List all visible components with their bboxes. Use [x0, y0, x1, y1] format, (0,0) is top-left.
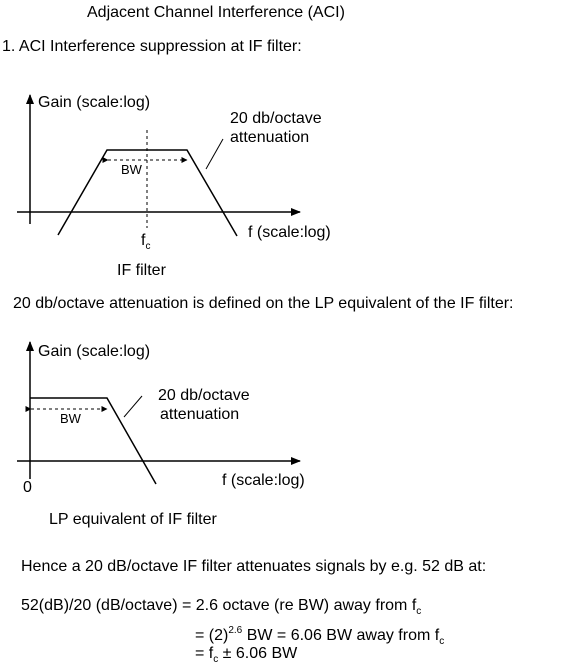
conclusion-line-3: = $f_c \pm 6.06$ BW: [195, 645, 298, 665]
if-attenuation-label-line1: 20 db/octave: [230, 110, 322, 127]
conclusion-intro: Hence a 20 dB/octave IF filter attenuates signals by e.g. 52 dB at:: [21, 558, 487, 575]
lp-origin-label: 0: [23, 479, 32, 496]
if-attenuation-label-line2: attenuation: [230, 129, 310, 146]
lp-bw-label: BW: [60, 411, 81, 426]
lp-attenuation-label-line1: 20 db/octave: [158, 387, 250, 404]
if-bw-label: BW: [121, 162, 142, 177]
lp-attenuation-pointer: [124, 396, 142, 417]
lp-attenuation-label-line2: attenuation: [160, 406, 240, 423]
if-filter-caption: IF filter: [117, 262, 166, 279]
conclusion-line-1: 52(dB)/20 (dB/octave) = 2.6 octave (re BW) away from $f_c$: [21, 597, 422, 617]
page-title: Adjacent Channel Interference (ACI): [87, 4, 345, 21]
section-heading-1: 1. ACI Interference suppression at IF filter:: [2, 38, 302, 55]
lp-frequency-axis-label: f (scale:log): [222, 472, 305, 489]
if-frequency-axis-label: f (scale:log): [248, 224, 331, 241]
lp-filter-response: [30, 398, 156, 484]
fc-label: $f_c$: [141, 232, 151, 252]
if-gain-axis-label: Gain (scale:log): [38, 94, 151, 111]
section-heading-2: 20 db/octave attenuation is defined on the LP equivalent of the IF filter:: [13, 295, 514, 312]
lp-gain-axis-label: Gain (scale:log): [38, 343, 151, 360]
lp-filter-caption: LP equivalent of IF filter: [49, 511, 217, 528]
if-attenuation-pointer: [206, 139, 223, 169]
conclusion-line-2: = $(2)^{2.6}$ BW = 6.06 BW away from $f_c$: [195, 625, 445, 647]
